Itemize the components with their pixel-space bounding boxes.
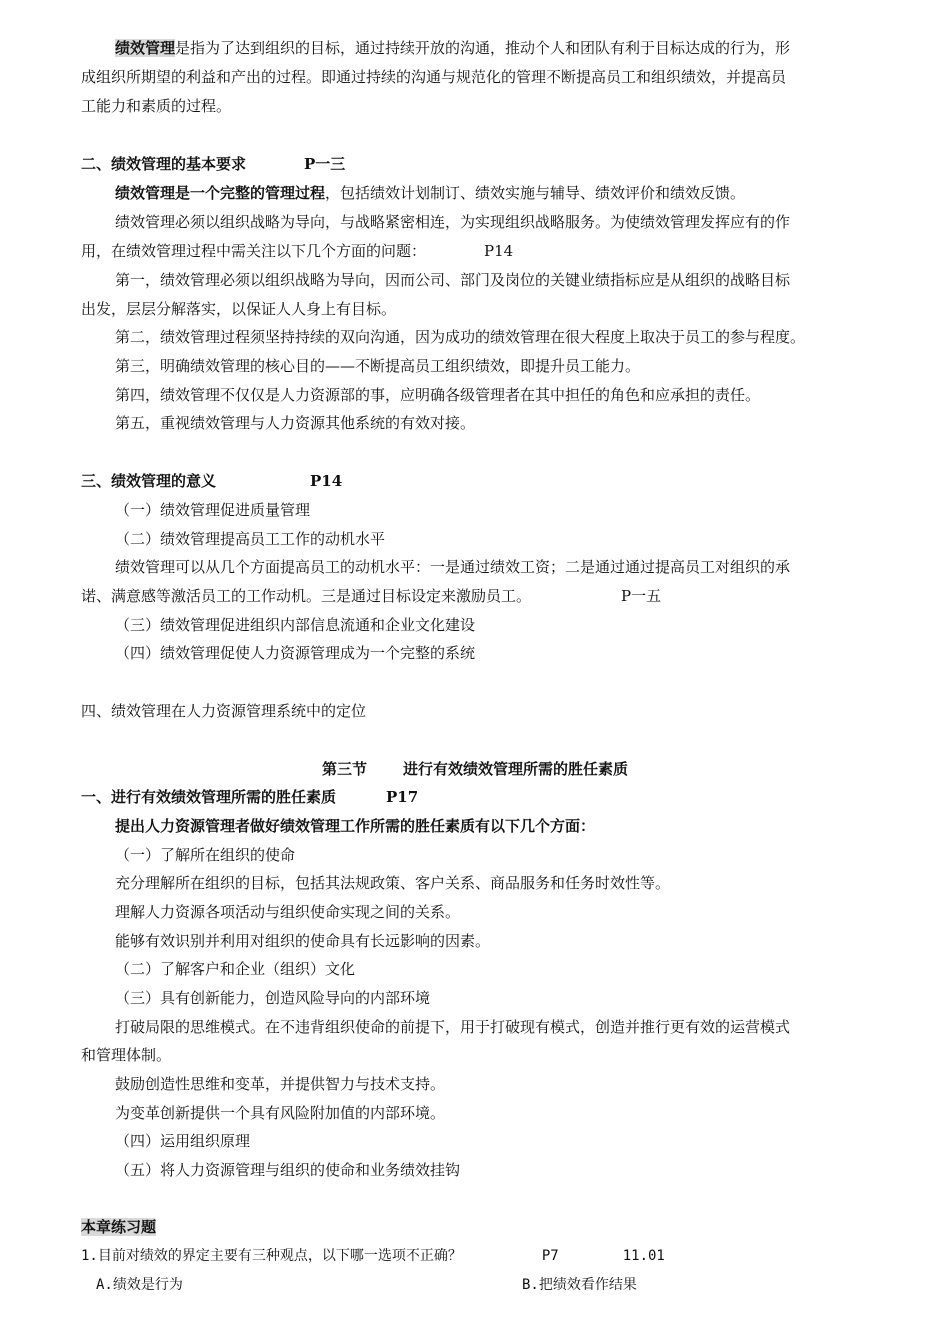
s2-fourth: 第四，绩效管理不仅仅是人力资源部的事，应明确各级管理者在其中担任的角色和应承担的责任。 [115,386,761,404]
question-1: 1.目前对绩效的界定主要有三种观点，以下哪一选项不正确？ P7 11.01 [81,1248,665,1264]
intro-line-2: 成组织所期望的利益和产出的过程。即通过持续的沟通与规范化的管理不断提高员工和组织绩效，并提高员 [81,68,787,86]
competency-item-4: （四）运用组织原理 [115,1132,251,1150]
s2-first-line-2: 出发，层层分解落实，以保证人人身上有目标。 [81,300,397,318]
s2-para-line-1: 绩效管理必须以组织战略为导向，与战略紧密相连，为实现组织战略服务。为使绩效管理发挥应有的作 [115,213,791,231]
page-ref: P14 [310,472,343,490]
intro-line-1 [115,38,790,58]
s3-para-line-2: 诺、满意感等激活员工的工作动机。三是通过目标设定来激励员工。 P一五 [81,587,662,605]
competency-item-1: （一）了解所在组织的使命 [115,846,296,864]
competency-item-1-b: 理解人力资源各项活动与组织使命实现之间的关系。 [115,903,461,921]
competency-item-3-c: 为变革创新提供一个具有风险附加值的内部环境。 [115,1104,446,1122]
page-ref: P7 [541,1248,559,1264]
section-3-heading: 三、绩效管理的意义 P14 [81,472,343,490]
s3-item-2: （二）绩效管理提高员工工作的动机水平 [115,530,386,548]
s3-para-line-1: 绩效管理可以从几个方面提高员工的动机水平：一是通过绩效工资；二是通过通过提高员工对组织的承 [115,558,791,576]
s3-item-3: （三）绩效管理促进组织内部信息流通和企业文化建设 [115,616,476,634]
highlighted-term: 绩效管理 [115,39,176,57]
s2-fifth: 第五，重视绩效管理与人力资源其他系统的有效对接。 [115,414,476,432]
competency-item-2: （二）了解客户和企业（组织）文化 [115,960,356,978]
competency-item-5: （五）将人力资源管理与组织的使命和业务绩效挂钩 [115,1161,461,1179]
option-b: B.把绩效看作结果 [522,1277,637,1293]
s2-para-line-2: 用，在绩效管理过程中需关注以下几个方面的问题： P14 [81,242,514,260]
competency-item-1-c: 能够有效识别并利用对组织的使命具有长远影响的因素。 [115,932,491,950]
page-ref: P17 [386,788,419,806]
section-title: 第三节 进行有效绩效管理所需的胜任素质 [321,760,629,778]
s2-second: 第二，绩效管理过程须坚持持续的双向沟通，因为成功的绩效管理在很大程度上取决于员工的参与程度。 [115,328,806,346]
section-4-heading: 四、绩效管理在人力资源管理系统中的定位 [81,702,367,720]
page-ref: P一五 [621,587,662,605]
page-ref: P一三 [304,155,346,173]
s3-item-1: （一）绩效管理促进质量管理 [115,501,311,519]
competency-item-1-a: 充分理解所在组织的目标，包括其法规政策、客户关系、商品服务和任务时效性等。 [115,874,671,892]
exercises-heading: 本章练习题 [81,1218,157,1236]
s2-first-line-1: 第一，绩效管理必须以组织战略为导向，因而公司、部门及岗位的关键业绩指标应是从组织的战略目标 [115,271,791,289]
competency-lead: 提出人力资源管理者做好绩效管理工作所需的胜任素质有以下几个方面： [115,817,596,835]
competency-heading: 一、进行有效绩效管理所需的胜任素质 P17 [81,788,419,806]
competency-item-3: （三）具有创新能力，创造风险导向的内部环境 [115,989,431,1007]
s2-third: 第三，明确绩效管理的核心目的——不断提高员工组织绩效，即提升员工能力。 [115,357,641,375]
intro-line-3: 工能力和素质的过程。 [81,97,232,115]
s3-item-4: （四）绩效管理促使人力资源管理成为一个完整的系统 [115,644,476,662]
option-a: A.绩效是行为 [96,1277,183,1293]
intro-text: 是指为了达到组织的目标，通过持续开放的沟通，推动个人和团队有利于目标达成的行为，形 [175,39,791,57]
page-ref: P14 [484,242,514,260]
competency-item-3-a-line-2: 和管理体制。 [81,1046,172,1064]
s2-lead: 绩效管理是一个完整的管理过程，包括绩效计划制订、绩效实施与辅导、绩效评价和绩效反馈。 [115,184,746,202]
section-2-heading: 二、绩效管理的基本要求 P一三 [81,155,346,173]
question-date: 11.01 [622,1248,665,1264]
competency-item-3-b: 鼓励创造性思维和变革，并提供智力与技术支持。 [115,1075,446,1093]
competency-item-3-a-line-1: 打破局限的思维模式。在不违背组织使命的前提下，用于打破现有模式，创造并推行更有效的运营模式 [115,1018,791,1036]
